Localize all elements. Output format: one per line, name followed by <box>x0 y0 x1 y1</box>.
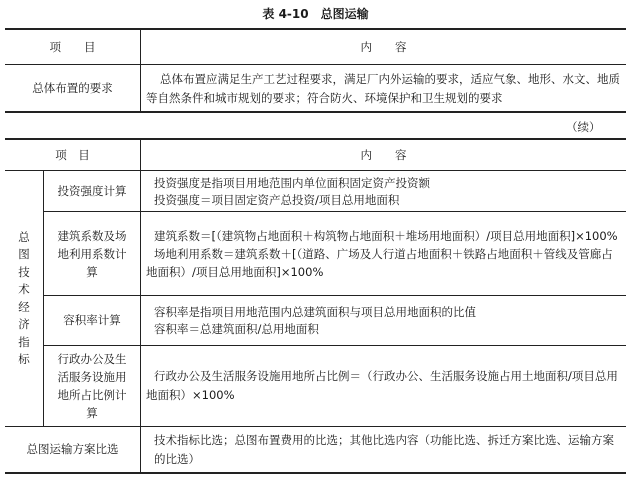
table1-header-content: 内 容 <box>360 39 407 54</box>
table2-group-divider <box>43 171 44 427</box>
table2-group-label: 总图技术经济指标 <box>18 229 30 366</box>
content-line: 场地利用系数＝建筑系数＋[（道路、广场及人行道占地面积＋铁路占地面积＋管线及管廊占地面积）/项目总用地面积]×100% <box>146 246 613 279</box>
table2-row-item <box>46 172 138 211</box>
table2-row-item-text: 行政办公及生活服务设施用地所占比例计算 <box>57 352 127 420</box>
table1-bottom-border <box>5 111 626 113</box>
table2-header-content: 内 容 <box>360 147 407 162</box>
table2-column-divider <box>140 139 141 473</box>
table2-last-row-content <box>154 427 620 472</box>
table-title: 表 4-10 总图运输 <box>262 7 369 21</box>
table2-group-label-box <box>5 171 43 426</box>
table2-row-content <box>154 172 620 211</box>
table2-row-item <box>56 346 128 426</box>
content-line: 容积率＝总建筑面积/总用地面积 <box>154 321 319 336</box>
table1-row-content <box>146 66 620 111</box>
continued-label: （续） <box>566 120 601 134</box>
table2-row-content <box>146 346 620 426</box>
content-line: 建筑系数＝[（建筑物占地面积＋构筑物占地面积＋堆场用地面积）/项目总用地面积]×100% <box>154 228 618 243</box>
table2-header-divider <box>5 170 626 171</box>
table2-row-content <box>146 212 620 295</box>
table2-row-content <box>154 296 620 345</box>
table2-row-item-text: 容积率计算 <box>63 313 121 327</box>
table2-last-row-item: 总图运输方案比选 <box>26 442 119 456</box>
table1-header-item: 项 目 <box>49 39 96 54</box>
content-line: 行政办公及生活服务设施用地所占比例＝（行政办公、生活服务设施占用土地面积/项目总用地面积）×100% <box>146 369 618 402</box>
content-line: 投资强度是指项目用地范围内单位面积固定资产投资额 <box>154 175 430 190</box>
table2-row-item-text: 投资强度计算 <box>57 184 127 198</box>
table2-last-row-content-text: 技术指标比选；总图布置费用的比选；其他比选内容（功能比选、拆迁方案比选、运输方案的比选） <box>154 432 614 466</box>
table2-bottom-border <box>5 472 626 474</box>
table1-row-content-text: 总体布置应满足生产工艺过程要求，满足厂内外运输的要求，适应气象、地形、水文、地质等自然条件和城市规划的要求；符合防火、环境保护和卫生规划的要求 <box>146 71 620 105</box>
table1-header-divider <box>5 64 626 65</box>
table2-row-item <box>52 212 132 295</box>
table2-row-item-text: 建筑系数及场地利用系数计算 <box>57 228 127 279</box>
content-line: 容积率是指项目用地范围内总建筑面积与项目总用地面积的比值 <box>154 304 476 319</box>
table2-header-item: 项 目 <box>55 147 90 162</box>
content-line: 投资强度＝项目固定资产总投资/项目总用地面积 <box>154 192 400 207</box>
table2-row-item <box>46 296 138 345</box>
table1-row-item: 总体布置的要求 <box>32 81 113 95</box>
